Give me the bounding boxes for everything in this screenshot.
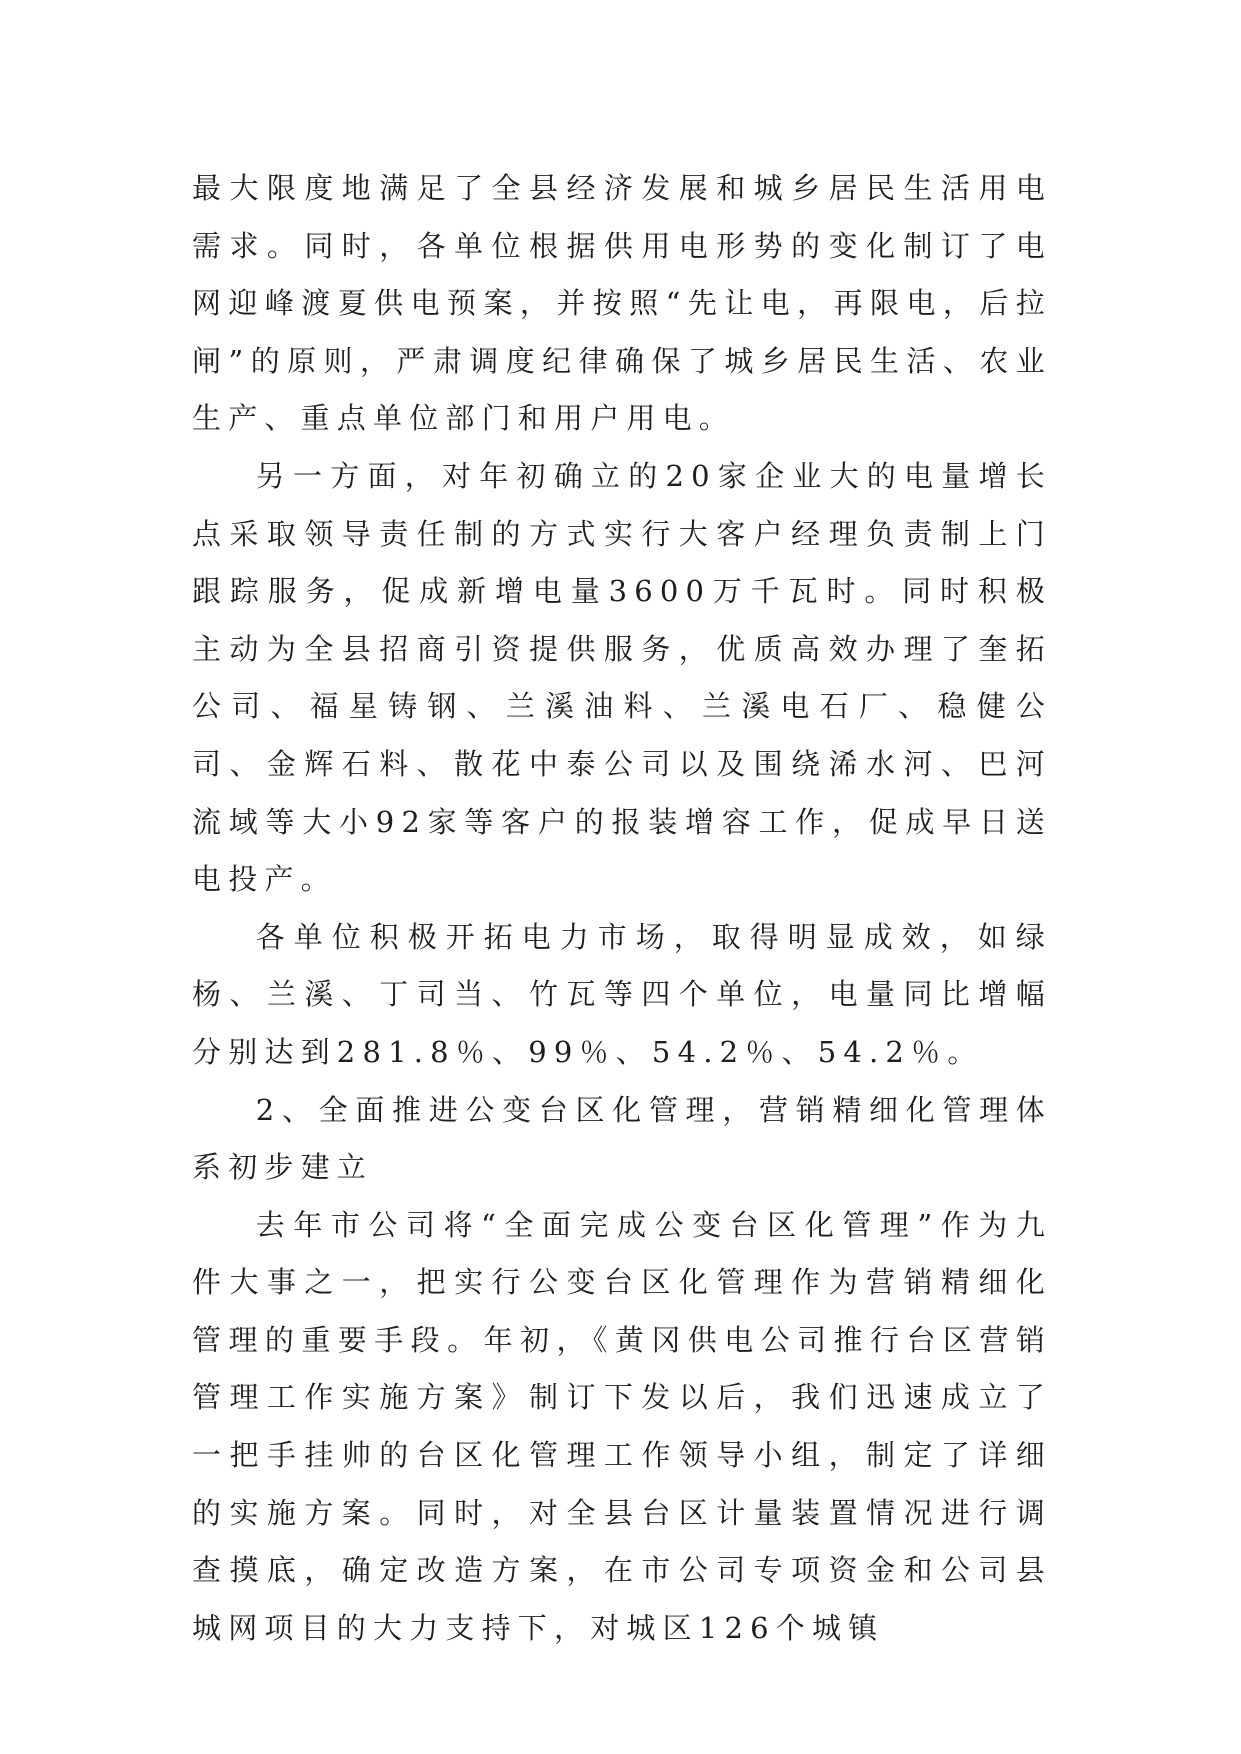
section-heading: 2、全面推进公变台区化管理，营销精细化管理体系初步建立 [192,1092,1052,1185]
paragraph-continued: 最大限度地满足了全县经济发展和城乡居民生活用电需求。同时，各单位根据供用电形势的变化制订了电网迎峰渡夏供电预案，并按照“先让电，再限电，后拉闸”的原则，严肃调度纪律确保了城乡居民生活、农业生产、重点单位部门和用户用电。 [192,171,1052,436]
paragraph-district-management: 去年市公司将“全面完成公变台区化管理”作为九件大事之一，把实行公变台区化管理作为营销精细化管理的重要手段。年初，《黄冈供电公司推行台区营销管理工作实施方案》制订下发以后，我们迅速成立了一把手挂帅的台区化管理工作领导小组，制定了详细的实施方案。同时，对全县台区计量装置情况进行调查摸底，确定改造方案，在市公司专项资金和公司县城网项目的大力支持下，对城区126个城镇 [192,1207,1052,1645]
paragraph-key-customers: 另一方面，对年初确立的20家企业大的电量增长点采取领导责任制的方式实行大客户经理负责制上门跟踪服务，促成新增电量3600万千瓦时。同时积极主动为全县招商引资提供服务，优质高效办理了奎拓公司、福星铸钢、兰溪油料、兰溪电石厂、稳健公司、金辉石料、散花中泰公司以及围绕浠水河、巴河流域等大小92家等客户的报装增容工作，促成早日送电投产。 [192,458,1052,897]
document-body [192,160,1052,1657]
paragraph-market-growth: 各单位积极开拓电力市场，取得明显成效，如绿杨、兰溪、丁司当、竹瓦等四个单位，电量同比增幅分别达到281.8％、99％、54.2％、54.2％。 [192,919,1052,1069]
